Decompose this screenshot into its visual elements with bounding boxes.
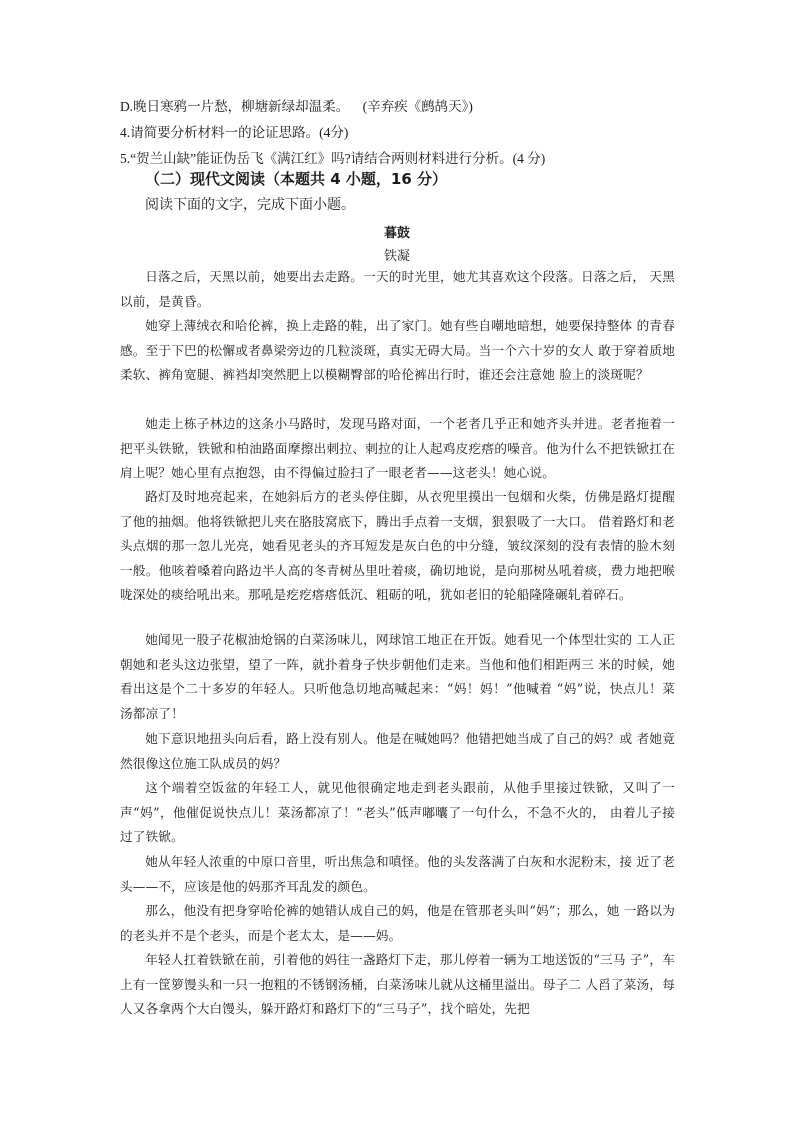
reading-instruction: 阅读下面的文字，完成下面小题。 [145, 197, 355, 213]
article-paragraph-10: 年轻人扛着铁锨在前，引着他的妈往一盏路灯下走，那儿停着一辆为工地送饭的“三马 子”，车上有一筐箩馒头和一只一抱粗的不锈钢汤桶，白菜汤味儿就从这桶里溢出。母子二 人舀了菜汤，每人又各拿两个大白馒头，躲开路灯和路灯下的“三马子”，找个暗处，先把 [120, 952, 675, 1017]
question-option-d: D.晚日寒鸦一片愁，柳塘新绿却温柔。 (辛弃疾《鹧鸪天》) [120, 99, 473, 114]
article-title: 暮鼓 [383, 226, 410, 241]
article-paragraph-6: 她下意识地扭头向后看，路上没有别人。他是在喊她吗？他错把她当成了自己的妈？或 者她竟然很像这位施工队成员的妈？ [120, 731, 675, 771]
question-4: 4.请简要分析材料一的论证思路。(4分) [120, 125, 349, 140]
article-paragraph-2: 她穿上薄绒衣和哈伦裤，换上走路的鞋，出了家门。她有些自嘲地暗想，她要保持整体 的青春感。至于下巴的松懈或者鼻梁旁边的几粒淡斑，真实无碍大局。当一个六十岁的女人 敢于穿着质地柔软、裤角宽腿、裤裆却突然肥上以模糊臀部的哈伦裤出行时，谁还会注意她 脸上的淡斑呢？ [120, 318, 675, 383]
article-paragraph-5: 她闻见一股子花椒油炝锅的白菜汤味儿，网球馆工地正在开饭。她看见一个体型壮实的 工人正朝她和老头这边张望，望了一阵，就扑着身子快步朝他们走来。当他和他们相距两三 米的时候，她看出这是个二十多岁的年轻人。只听他急切地高喊起来：“妈！妈！”他喊着 “妈”说，快点儿！菜汤都凉了！ [120, 632, 675, 721]
article-paragraph-1: 日落之后，天黑以前，她要出去走路。一天的时光里，她尤其喜欢这个段落。日落之后， 天黑以前，是黄昏。 [120, 269, 675, 309]
article-paragraph-4: 路灯及时地亮起来，在她斜后方的老头停住脚，从衣兜里摸出一包烟和火柴，仿佛是路灯提醒了他的抽烟。他将铁锨把儿夹在胳肢窝底下，腾出手点着一支烟，狠狠吸了一大口。 借着路灯和老头点烟的那一忽儿光亮，她看见老头的齐耳短发是灰白色的中分缝，皱纹深刻的没有表情的脸木刻一般。他咳着嗓着向路边半人高的冬青树丛里吐着痰，确切地说，是向那树丛吼着痰，费力地把喉咙深处的痰给吼出来。那吼是疙疙瘩瘩低沉、粗砺的吼，犹如老旧的轮船隆隆碾轧着碎石。 [120, 489, 675, 603]
article-paragraph-8: 她从年轻人浓重的中原口音里，听出焦急和嗔怪。他的头发落满了白灰和水泥粉末，接 近了老头——不，应该是他的妈那齐耳乱发的颜色。 [120, 854, 675, 894]
article-paragraph-3: 她走上栋子林边的这条小马路时，发现马路对面，一个老者几乎正和她齐头并进。老者拖着一把平头铁锨，铁锨和柏油路面摩擦出刺拉、刺拉的让人起鸡皮疙瘩的噪音。他为什么不把铁锨扛在肩上呢？她心里有点抱怨，由不得偏过脸扫了一眼老者——这老头！她心说。 [120, 416, 675, 481]
article-paragraph-9: 那么，他没有把身穿哈伦裤的她错认成自己的妈，他是在管那老头叫“妈”；那么，她 一路以为的老头并不是个老头，而是个老太太，是——妈。 [120, 903, 675, 943]
article-author: 铁凝 [383, 249, 410, 264]
article-paragraph-7: 这个端着空饭盆的年轻工人，就见他很确定地走到老头跟前，从他手里接过铁锨，又叫了一声“妈”，他催促说快点儿！菜汤都凉了！“老头”低声嘟囔了一句什么，不急不火的， 由着儿子接过了铁锨。 [120, 780, 675, 845]
question-5: 5.“贺兰山缺”能证伪岳飞《满江红》吗?请结合两则材料进行分析。(4 分) [120, 151, 546, 166]
section-heading: （二）现代文阅读（本题共 4 小题，16 分） [145, 170, 447, 188]
